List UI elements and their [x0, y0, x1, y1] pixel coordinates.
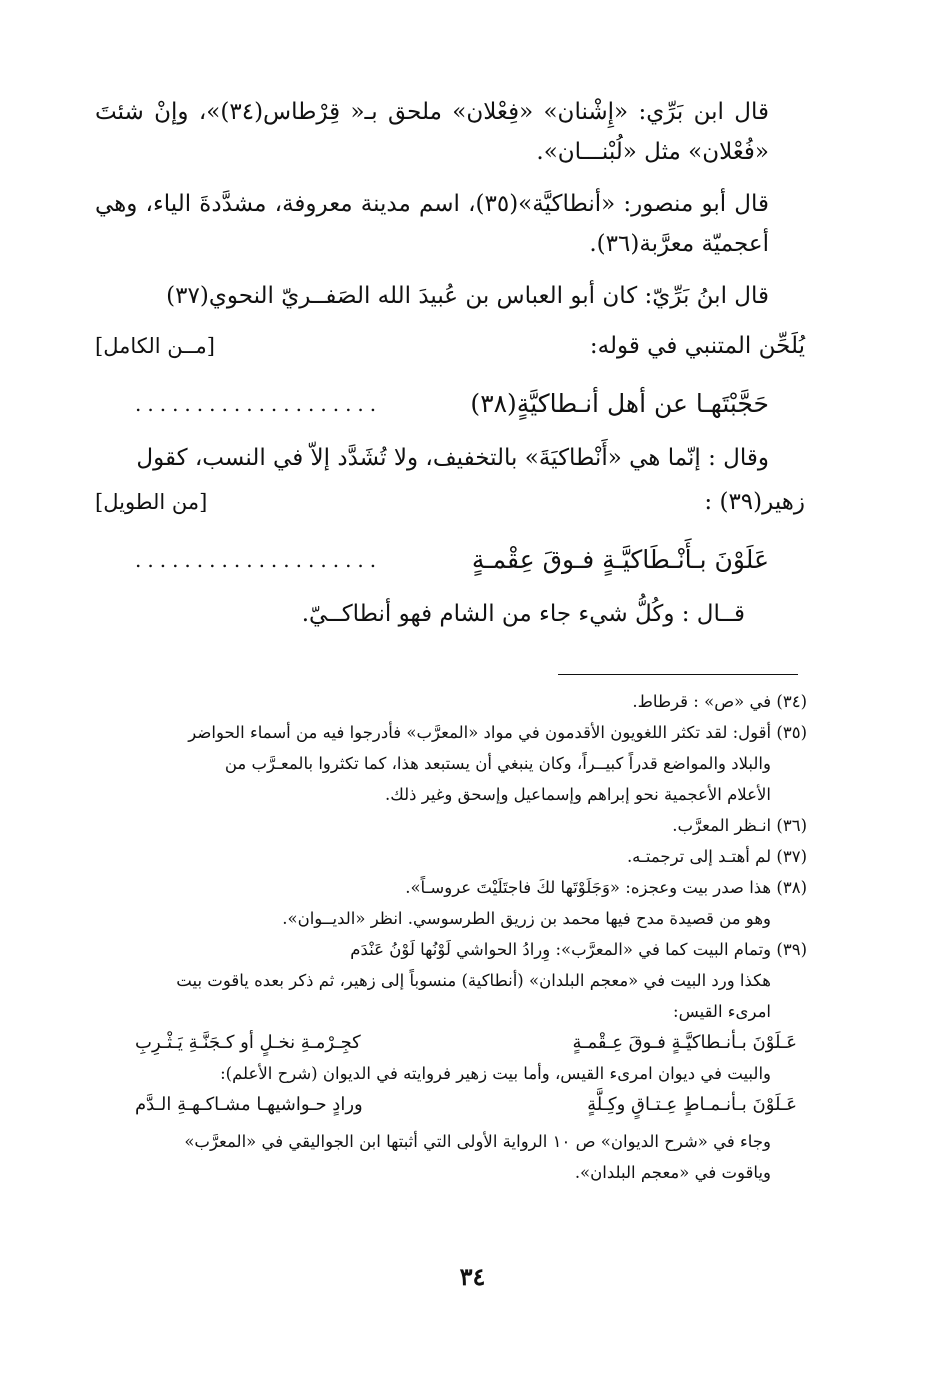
footnote-39-cont: امرىء القيس:: [673, 1002, 771, 1021]
zuhair-line: [95, 482, 805, 522]
verse-intro-text: يُلَحِّن المتنبي في قوله:: [589, 333, 805, 359]
main-text: [95, 92, 805, 634]
footnote-36: (٣٦) انـظر المعرَّب.: [672, 816, 807, 835]
footnote-34: (٣٤) في «ص» : قرطاط.: [632, 692, 807, 711]
verse-mutanabbi: [95, 382, 805, 426]
verse-hemistich: عَـلَوْنَ بـأنـطاكيَّـةٍ فـوقَ عِـقْمـةٍ: [572, 1032, 797, 1053]
ellipsis-dots: ....................: [135, 392, 383, 416]
footnote-39: (٣٩) وتمام البيت كما في «المعرَّب»: وِرادُ الحواشي لَوْنُها لَوْنُ عَنْدَم: [350, 940, 807, 959]
footnote-35: (٣٥) أقول: لقد تكثر اللغويون الأقدمون في مواد «المعرَّب» فأدرجوا فيه من أسماء الحواضر: [188, 723, 807, 742]
paragraph-abu-mansur: قال أبو منصور: «أنطاكيَّة»(٣٥)، اسم مدينة معروفة، مشدَّدةَ الياء، وهي أعجميّة معرَّبة(٣٦).: [95, 191, 769, 257]
footnote-38: (٣٨) هذا صدر بيت وعجزه: «وَجَلَوْتَها لكَ فاجتَلَيْتَ عروسـاً».: [405, 878, 807, 897]
meter-label-kamil: [مــن الكامل]: [95, 334, 215, 358]
footnotes: [95, 686, 807, 1188]
ellipsis-dots: ....................: [135, 548, 383, 572]
footnote-separator: [558, 674, 798, 675]
footnote-39-cont: وجاء في «شرح الديوان» ص ١٠ الرواية الأولى التي أثبتها ابن الجواليقي في «المعرَّب»: [184, 1132, 771, 1151]
verse-hemistich: كجِـرْمـةِ نخـلٍ أو كـجَنَّـةِ يَـثْـرِبِ: [135, 1032, 361, 1053]
zuhair-text: زهير(٣٩) :: [704, 489, 805, 515]
footnote-verse-imru-al-qays: [95, 1027, 807, 1058]
footnote-39-cont: هكذا ورد البيت في «معجم البلدان» (أنطاكية) منسوباً إلى زهير، ثم ذكر بعده ياقوت بيت: [176, 971, 771, 990]
footnote-39-cont: وياقوت في «معجم البلدان».: [574, 1163, 771, 1182]
footnote-35-cont: والبلاد والمواضع قدراً كبيــراً، وكان ينبغي أن يستبعد هذا، كما تكثروا بالمعـرَّب من: [224, 754, 771, 773]
meter-label-tawil: [من الطويل]: [95, 490, 208, 514]
footnote-35-cont: الأعلام الأعجمية نحو إبراهم وإسماعيل وإسحق وغير ذلك.: [384, 785, 771, 804]
paragraph-takhfif: وقال : إنّما هي «أَنْطاكيَةَ» بالتخفيف، ولا تُشَدَّد إلاّ في النسب، كقول: [136, 445, 769, 471]
paragraph-ibn-barri-safari: قال ابنُ بَرِّيّ: كان أبو العباس بن عُبيدَ الله الصَفــريّ النحوي(٣٧): [166, 283, 769, 309]
verse-hemistich: ورادٍ حـواشيهـا مشـاكـهـةِ الـدَّم: [135, 1094, 363, 1115]
footnote-39-cont: والبيت في ديوان امرىء القيس، وأما بيت زهير فروايته في الديوان (شرح الأعلم):: [220, 1064, 771, 1083]
paragraph-ibn-barri-ishnan: قال ابن بَرِّي: «إِشْنان» «فِعْلان» ملحق بـ« قِرْطاس(٣٤)»، وإنْ شئتَ «فُعْلان» مثل «لُبْنـــان».: [95, 99, 770, 165]
verse-hemistich: حَجَّبْتَهـا عن أهل أنـطاكيَّةٍ(٣٨): [470, 389, 769, 418]
verse-hemistich: عَلَوْنَ بـأَنْـطَاكيَّـةٍ فـوقَ عِقْمـةٍ: [471, 545, 769, 574]
page-number: ٣٤: [459, 1262, 486, 1291]
paragraph-sham: قــال : وكُلُّ شيء جاء من الشام فهو أنطاكــيّ.: [301, 601, 745, 627]
verse-hemistich: عَـلَوْنَ بـأنـمـاطٍ عِـتـاقٍ وكِـلَّةٍ: [587, 1094, 797, 1115]
verse-zuhair: [95, 538, 805, 582]
footnote-38-cont: وهو من قصيدة مدح فيها محمد بن زريق الطرسوسي. انظر «الديــوان».: [282, 909, 771, 928]
verse-intro-line: [95, 326, 805, 366]
footnote-37: (٣٧) لم أهتـد إلى ترجمتـه.: [626, 847, 807, 866]
footnote-verse-zuhair: [95, 1089, 807, 1120]
